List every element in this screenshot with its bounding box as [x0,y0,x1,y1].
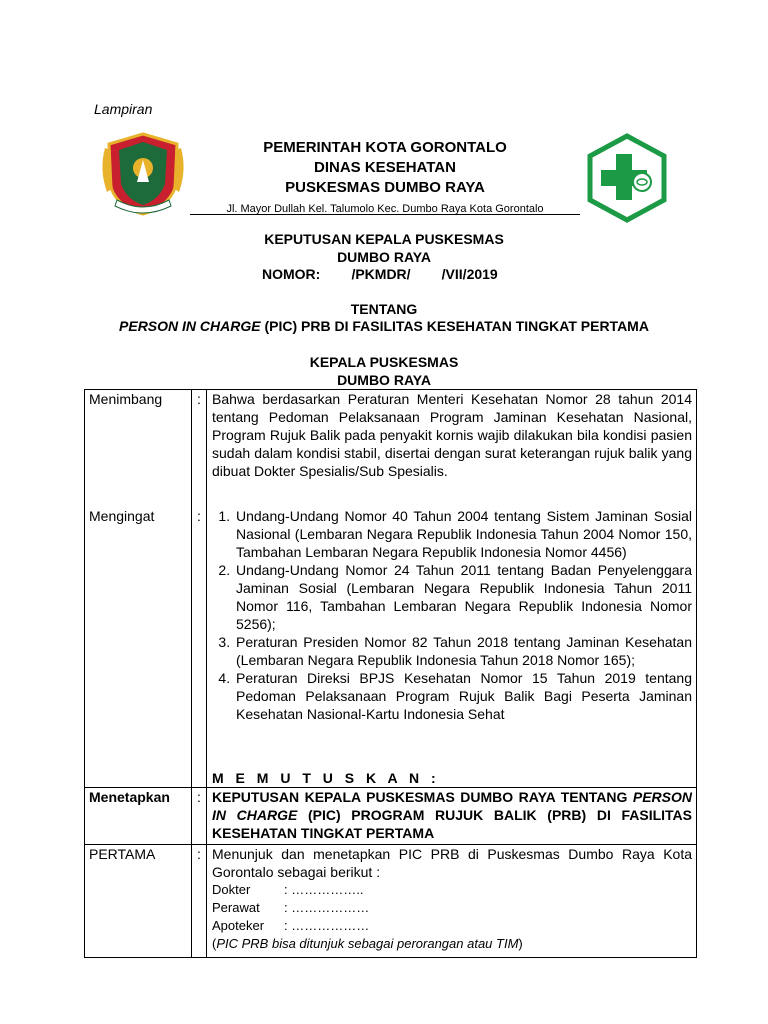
pertama-text: Menunjuk dan menetapkan PIC PRB di Puskesmas Dumbo Raya Kota Gorontalo sebagai berikut : [212,846,692,880]
menetapkan-row [85,788,697,845]
lampiran-label: Lampiran [94,101,153,117]
menimbang-text: Bahwa berdasarkan Peraturan Menteri Kesehatan Nomor 28 tahun 2014 tentang Pedoman Pelaksanaan Program Jaminan Kesehatan Nasional, Program Rujuk Balik pada penyakit kornis wajib dilakukan bila kondisi pasien sudah dalam kondisi stabil, disertai dengan surat keterangan rujuk balik yang dibuat Dokter Spesialis/Sub Spesialis. [207,390,697,508]
field-dokter [212,881,692,899]
list-item: 4. Peraturan Direksi BPJS Kesehatan Nomor 15 Tahun 2019 tentang Pedoman Pelaksanaan Program Rujuk Balik Bagi Peserta Jaminan Kesehatan Nasional-Kartu Indonesia Sehat [234,669,692,723]
note-paren-close: ) [518,936,523,951]
mengingat-label: Mengingat [85,507,192,769]
city-emblem-icon [97,130,189,218]
note-text: PIC PRB bisa ditunjuk sebagai perorangan atau TIM [216,936,519,951]
menetapkan-text-b: (PIC) PROGRAM RUJUK BALIK (PRB) DI FASILITAS KESEHATAN TINGKAT PERTAMA [212,807,692,841]
memutuskan-heading: M E M U T U S K A N : [207,769,697,788]
kepala-title-1: KEPALA PUSKESMAS [309,354,459,370]
pertama-label: PERTAMA [85,845,192,958]
mengingat-row [85,507,697,769]
colon: : [192,845,207,958]
decree-subject [0,318,768,334]
memutuskan-row [85,769,697,788]
tentang-label: TENTANG [350,301,418,317]
menetapkan-text-a: KEPUTUSAN KEPALA PUSKESMAS DUMBO RAYA TENTANG [212,789,633,805]
field-label: Dokter [212,882,251,897]
note-paren-open: ( [212,936,217,951]
letterhead-line3: PUSKESMAS DUMBO RAYA [285,179,485,196]
decree-title-1: KEPUTUSAN KEPALA PUSKESMAS [264,231,504,247]
menetapkan-text [207,788,697,845]
field-label: Apoteker [212,918,265,933]
list-item: 3. Peraturan Presiden Nomor 82 Tahun 2018 tentang Jaminan Kesehatan (Lembaran Negara Republik Indonesia Tahun 2018 Nomor 165); [234,633,692,669]
pertama-row [85,845,697,958]
letterhead-divider [190,214,580,215]
menimbang-label: Menimbang [85,390,192,508]
letterhead-address: Jl. Mayor Dullah Kel. Talumolo Kec. Dumbo Raya Kota Gorontalo [226,203,544,215]
field-value: : ……………… [284,918,370,933]
decree-number: NOMOR: /PKMDR/ /VII/2019 [262,266,498,282]
mengingat-list [212,507,692,723]
letterhead-line2: DINAS KESEHATAN [314,159,456,176]
decree-table [84,389,697,958]
subject-rest: (PIC) PRB DI FASILITAS KESEHATAN TINGKAT PERTAMA [260,318,649,334]
field-value: : …………….. [284,882,364,897]
pic-note [212,935,692,953]
list-item: 2. Undang-Undang Nomor 24 Tahun 2011 tentang Badan Penyelenggara Jaminan Sosial (Lembaran Negara Republik Indonesia Tahun 2011 Nomor 116, Tambahan Lembaran Negara Republik Indonesia Nomor 5256); [234,561,692,633]
decree-title-2: DUMBO RAYA [337,249,431,265]
menimbang-row [85,390,697,508]
field-label: Perawat [212,900,260,915]
field-value: : ……………… [284,900,370,915]
letterhead [190,138,580,217]
menetapkan-label: Menetapkan [85,788,192,845]
subject-italic: PERSON IN CHARGE [119,318,261,334]
field-apoteker [212,917,692,935]
field-perawat [212,899,692,917]
kepala-title-2: DUMBO RAYA [337,372,431,388]
menetapkan-italic: PERSON IN CHARGE [212,789,692,823]
puskesmas-logo-icon [584,132,670,224]
list-item: 1. Undang-Undang Nomor 40 Tahun 2004 tentang Sistem Jaminan Sosial Nasional (Lembaran Negara Republik Indonesia Tahun 2004 Nomor 150, Tambahan Lembaran Negara Republik Indonesia Nomor 4456) [234,507,692,561]
colon: : [192,507,207,769]
letterhead-line1: PEMERINTAH KOTA GORONTALO [263,139,507,156]
colon: : [192,390,207,508]
colon: : [192,788,207,845]
